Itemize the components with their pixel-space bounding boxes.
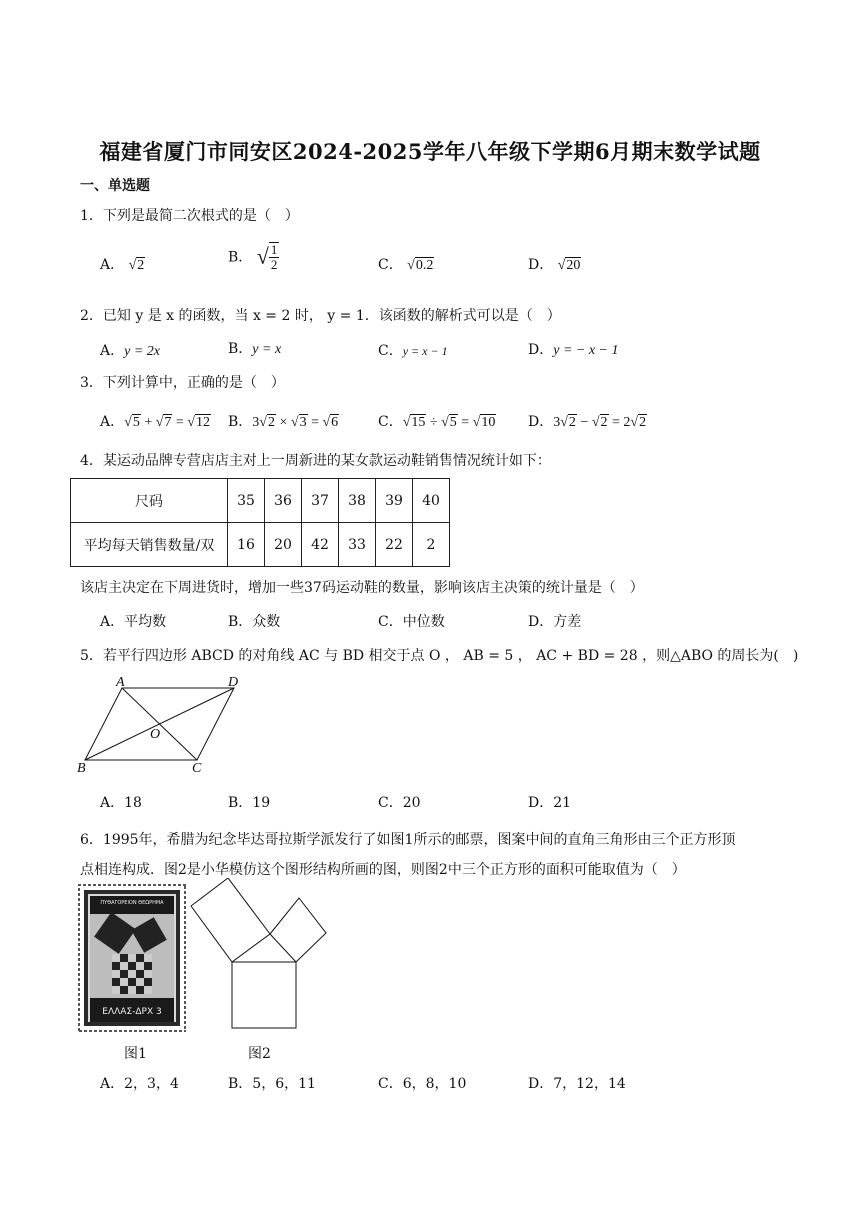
- option-label: D．: [528, 614, 554, 630]
- q2-option-b: [228, 338, 281, 358]
- parallelogram-figure: [72, 672, 252, 780]
- question-6-stem-line1: 6．1995年，希腊为纪念毕达哥拉斯学派发行了如图1所示的邮票，图案中间的直角三角形由三个正方形顶: [80, 832, 736, 848]
- option-expr: √5 + √7 = √12: [124, 415, 210, 430]
- question-4-follow: 该店主决定在下周进货时，增加一些37码运动鞋的数量，影响该店主决策的统计量是（ ）: [80, 580, 644, 596]
- option-expr: y = − x − 1: [553, 343, 619, 358]
- option-label: A．: [100, 614, 125, 630]
- question-5-stem: 5．若平行四边形 ABCD 的对角线 AC 与 BD 相交于点 O ， AB = 5 ， AC + BD = 28 ，则△ABO 的周长为( ): [80, 648, 799, 664]
- table-cell: 39: [376, 479, 413, 523]
- option-label: C．: [378, 343, 403, 359]
- option-text: 7，12，14: [553, 1076, 626, 1092]
- q1-option-b: B． √ $\frac{1}{2}$: [228, 242, 278, 272]
- figure-1-caption: 图1: [124, 1046, 147, 1062]
- question-6-stem-line2: 点相连构成．图2是小华模仿这个图形结构所画的图，则图2中三个正方形的面积可能取值为（ ）: [80, 862, 686, 878]
- q6-option-b: [228, 1073, 316, 1093]
- q6-option-d: [528, 1073, 626, 1093]
- q3-option-c: [378, 411, 496, 431]
- radicand: 20: [566, 258, 581, 273]
- q6-option-c: [378, 1073, 466, 1093]
- q5-option-a: [100, 792, 142, 812]
- q3-option-b: [228, 411, 339, 431]
- option-label: C．: [378, 614, 403, 630]
- question-1-stem: 1．下列是最简二次根式的是（ ）: [80, 208, 299, 224]
- q1-option-d: D． √20: [528, 257, 581, 273]
- q5-option-b: [228, 792, 270, 812]
- option-expr: 3√2 − √2 = 2√2: [553, 415, 647, 430]
- vertex-label-c: C: [192, 761, 202, 776]
- option-label: D．: [528, 414, 554, 430]
- table-cell: 38: [339, 479, 376, 523]
- table-cell: 16: [228, 523, 265, 567]
- option-text: 平均数: [124, 614, 167, 630]
- option-label: D．: [528, 257, 554, 273]
- q2-option-d: [528, 339, 619, 359]
- option-label: D．: [528, 1076, 554, 1092]
- sales-table: [70, 478, 450, 567]
- table-cell: 42: [302, 523, 339, 567]
- q1-option-a: A． √2: [100, 257, 145, 273]
- q3-option-d: [528, 411, 647, 431]
- table-cell: 20: [265, 523, 302, 567]
- figure-2-caption: 图2: [248, 1046, 271, 1062]
- option-label: B．: [228, 1076, 253, 1092]
- option-text: 20: [402, 795, 421, 811]
- pythagoras-stamp-image: [78, 884, 186, 1032]
- table-cell: 36: [265, 479, 302, 523]
- option-label: B．: [228, 795, 253, 811]
- option-label: C．: [378, 795, 403, 811]
- section-heading: 一、单选题: [80, 178, 150, 194]
- q5-option-c: [378, 792, 421, 812]
- option-label: A．: [100, 257, 125, 273]
- table-row: [71, 523, 450, 567]
- option-label: B．: [228, 414, 253, 430]
- option-label: B．: [228, 249, 253, 266]
- question-4-stem: 4．某运动品牌专营店店主对上一周新进的某女款运动鞋销售情况统计如下：: [80, 453, 551, 469]
- q4-option-c: [378, 611, 445, 631]
- exam-title: 福建省厦门市同安区2024-2025学年八年级下学期6月期末数学试题: [99, 139, 761, 164]
- q2-option-a: [100, 340, 160, 360]
- option-text: 2，3，4: [124, 1076, 179, 1092]
- option-label: C．: [378, 1076, 403, 1092]
- table-header-cell: 平均每天销售数量/双: [71, 523, 228, 567]
- option-label: C．: [378, 414, 403, 430]
- option-label: A．: [100, 1076, 125, 1092]
- option-text: 方差: [553, 614, 582, 630]
- option-text: 21: [553, 795, 572, 811]
- option-text: 6，8，10: [402, 1076, 467, 1092]
- question-2-stem: 2．已知 y 是 x 的函数，当 x = 2 时， y = 1．该函数的解析式可以是（ ）: [80, 308, 561, 324]
- vertex-label-d: D: [228, 675, 239, 690]
- vertex-label-o: O: [150, 727, 161, 742]
- q3-option-a: [100, 411, 211, 431]
- option-expr: √15 ÷ √5 = √10: [402, 415, 496, 430]
- q4-option-a: [100, 611, 166, 631]
- option-text: 19: [252, 795, 271, 811]
- table-cell: 37: [302, 479, 339, 523]
- stamp-text-top: ΠΥΘΑΓΟΡΕΙΟΝ ΘΕΩΡΗΜΑ: [100, 900, 164, 906]
- q5-option-d: [528, 792, 571, 812]
- option-label: D．: [528, 795, 554, 811]
- option-text: 5，6，11: [252, 1076, 316, 1092]
- three-squares-figure: [186, 878, 336, 1038]
- q4-option-d: [528, 611, 581, 631]
- option-label: A．: [100, 795, 125, 811]
- question-3-stem: 3．下列计算中，正确的是（ ）: [80, 375, 285, 391]
- stamp-text-bottom: ΕΛΛΑΣ-ΔΡΧ 3: [102, 1007, 162, 1017]
- radicand: 2: [137, 258, 145, 273]
- fraction-numerator: 1: [270, 242, 278, 257]
- option-label: B．: [228, 614, 253, 630]
- table-cell: 2: [413, 523, 450, 567]
- option-label: A．: [100, 414, 125, 430]
- q6-option-a: [100, 1073, 179, 1093]
- option-expr: y = x: [252, 342, 282, 357]
- q4-option-b: [228, 611, 280, 631]
- table-header-cell: 尺码: [71, 479, 228, 523]
- option-text: 18: [124, 795, 142, 811]
- option-label: B．: [228, 341, 253, 357]
- table-cell: 40: [413, 479, 450, 523]
- option-text: 众数: [252, 614, 281, 630]
- option-expr: 3√2 × √3 = √6: [252, 415, 339, 430]
- table-cell: 22: [376, 523, 413, 567]
- table-row: [71, 479, 450, 523]
- radicand: 0.2: [415, 258, 434, 273]
- option-label: A．: [100, 343, 125, 359]
- vertex-label-b: B: [77, 761, 86, 776]
- option-text: 中位数: [402, 614, 445, 630]
- vertex-label-a: A: [116, 675, 125, 690]
- fraction-denominator: 2: [270, 256, 278, 272]
- table-cell: 35: [228, 479, 265, 523]
- q1-option-c: C． √0.2: [378, 257, 434, 273]
- table-cell: 33: [339, 523, 376, 567]
- option-expr: y = 2x: [124, 344, 160, 359]
- option-label: C．: [378, 257, 403, 273]
- option-label: D．: [528, 342, 554, 358]
- option-expr: y = x − 1: [402, 344, 448, 358]
- q2-option-c: [378, 340, 448, 360]
